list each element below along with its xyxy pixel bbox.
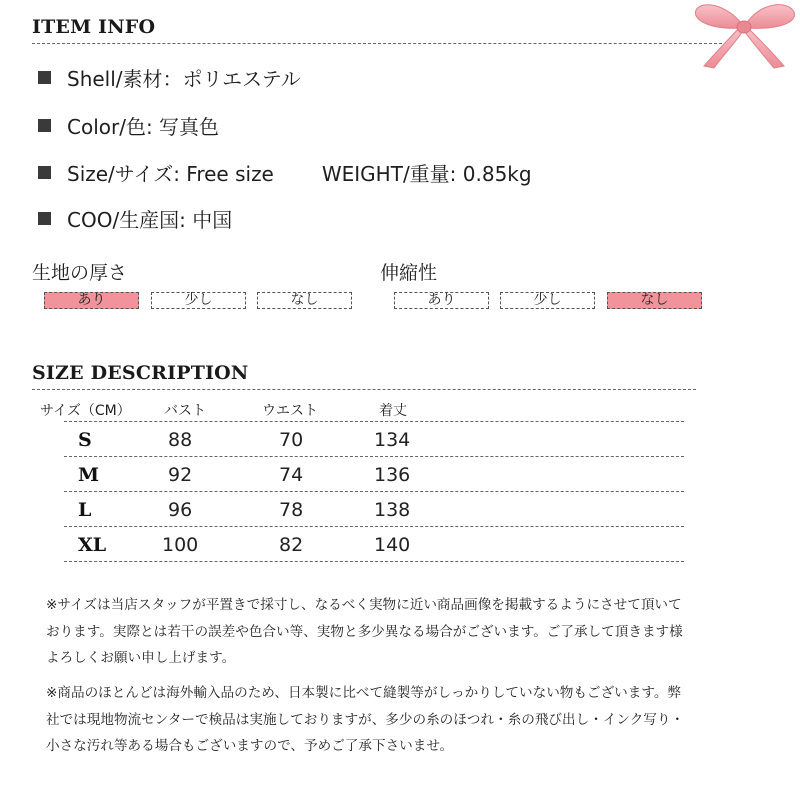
size-cell-s: S — [78, 429, 92, 451]
waist-cell-l: 78 — [279, 499, 304, 521]
square-bullet-icon — [38, 119, 51, 132]
info-row-shell — [38, 63, 301, 92]
length-cell-xl: 140 — [374, 534, 411, 556]
stretch-option: 少し — [500, 292, 595, 309]
note-import: ※商品のほとんどは海外輸入品のため、日本製に比べて縫製等がしっかりしていない物もございます。弊社では現地物流センターで検品は実施しておりますが、多少の糸のほつれ・糸の飛び出し・インク写り・小さな汚れ等ある場合もございますので、予めご了承下さいませ。 — [46, 685, 685, 754]
waist-cell-m: 74 — [279, 464, 304, 486]
info-row-coo — [38, 204, 232, 233]
size-cell-l: L — [78, 499, 92, 521]
ribbon-bow-icon — [684, 0, 800, 72]
size-description-divider — [32, 389, 696, 390]
info-size-text: Size/サイズ: Free size — [67, 162, 274, 186]
header-bust: バスト — [164, 403, 206, 419]
size-cell-m: M — [78, 464, 100, 486]
thickness-option: なし — [257, 292, 352, 309]
table-rule — [64, 421, 684, 422]
item-info-divider — [32, 43, 722, 44]
square-bullet-icon — [38, 71, 51, 84]
table-rule — [64, 526, 684, 527]
info-shell-text: Shell/素材：ポリエステル — [67, 67, 301, 91]
table-rule — [64, 561, 684, 562]
size-description-title: SIZE DESCRIPTION — [32, 362, 249, 384]
waist-cell-xl: 82 — [279, 534, 304, 556]
length-cell-s: 134 — [374, 429, 411, 451]
info-row-color — [38, 111, 219, 140]
length-cell-m: 136 — [374, 464, 411, 486]
length-cell-l: 138 — [374, 499, 411, 521]
square-bullet-icon — [38, 212, 51, 225]
bust-cell-s: 88 — [168, 429, 193, 451]
stretch-option: あり — [394, 292, 489, 309]
square-bullet-icon — [38, 166, 51, 179]
header-size: サイズ（CM） — [40, 403, 131, 419]
item-info-title: ITEM INFO — [32, 16, 156, 38]
table-rule — [64, 491, 684, 492]
info-row-size — [38, 158, 532, 187]
thickness-label: 生地の厚さ — [32, 262, 128, 284]
header-waist: ウエスト — [262, 403, 318, 419]
thickness-option: あり — [44, 292, 139, 309]
info-weight-text: WEIGHT/重量: 0.85kg — [321, 162, 532, 186]
info-coo-text: COO/生産国: 中国 — [67, 208, 233, 232]
info-color-text: Color/色: 写真色 — [67, 115, 220, 139]
stretch-label: 伸縮性 — [380, 262, 438, 284]
note-measurement: ※サイズは当店スタッフが平置きで採寸し、なるべく実物に近い商品画像を掲載するようにさせて頂いております。実際とは若干の誤差や色合い等、実物と多少異なる場合がございます。ご了承して頂きます様よろしくお願い申し上げます。 — [46, 597, 683, 666]
waist-cell-s: 70 — [279, 429, 304, 451]
bust-cell-m: 92 — [168, 464, 193, 486]
header-length: 着丈 — [379, 403, 407, 419]
bust-cell-l: 96 — [168, 499, 193, 521]
thickness-option: 少し — [151, 292, 246, 309]
table-rule — [64, 456, 684, 457]
stretch-option: なし — [607, 292, 702, 309]
size-cell-xl: XL — [78, 534, 107, 556]
bust-cell-xl: 100 — [162, 534, 199, 556]
